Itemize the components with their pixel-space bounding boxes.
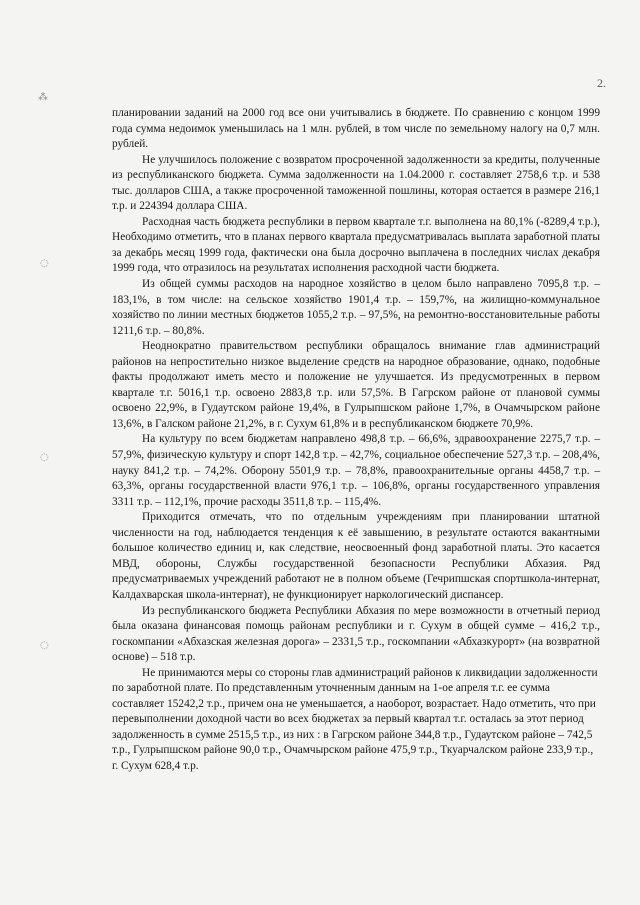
margin-mark: ◌ bbox=[40, 452, 49, 463]
margin-mark: ◌ bbox=[40, 258, 49, 269]
paragraph: На культуру по всем бюджетам направлено 498,8 т.р. – 66,6%, здравоохранение 2275,7 т.р. – 57,9%, физическую культуру и спорт 142,8 т.р. – 42,7%, социальное обеспечение 527,3 т.р. – 208,4%, науку 841,2 т.р. – 74,2%. Оборону 5501,9 т.р. – 78,8%, правоохранительные органы 4458,7 т.р. – 63,3%, органы государственной власти 976,1 т.р. – 106,8%, органы государственного управления 3311 т.р. – 112,1%, прочие расходы 3511,8 т.р. – 115,4%. bbox=[112, 433, 600, 508]
paragraph: планировании заданий на 2000 год все они учитывались в бюджете. По сравнению с концом 1999 года сумма недоимок уменьшилась на 1 млн. рублей, в том числе по земельному налогу на 0,7 млн. рублей. bbox=[112, 107, 600, 151]
paragraph: Не улучшилось положение с возвратом просроченной задолженности за кредиты, полученные из республиканского бюджета. Сумма задолженности на 1.04.2000 г. составляет 2758,6 т.р. и 538 тыс. долларов США, а также просроченной таможенной пошлины, которая остается в размере 216,1 т.р. и 224394 доллара США. bbox=[112, 153, 600, 213]
paragraph: Из общей суммы расходов на народное хозяйство в целом было направлено 7095,8 т.р. – 183,1%, в том числе: на сельское хозяйство 1901,4 т.р. – 159,7%, на жилищно-коммунальное хозяйство по линии местных бюджетов 1055,2 т.р. – 97,5%, на ремонтно-восстановительные работы 1211,6 т.р. – 80,8%. bbox=[112, 278, 600, 337]
margin-mark: ⁂ bbox=[38, 92, 48, 103]
margin-mark: ◌ bbox=[40, 640, 49, 651]
paragraph: Приходится отмечать, что по отдельным учреждениям при планировании штатной численности на год, наблюдается тенденция к её завышению, в результате остаются вакантными большое количество единиц и, как следствие, неосвоенный фонд заработной платы. Это касается МВД, обороны, Службы государственной безопасности Республики Абхазия. Ряд предусматриваемых учреждений работают не в полном объеме (Гечрипшская спортшкола-интернат, Калдахварская школа-интернат), не функционирует наркологический диспансер. bbox=[112, 511, 600, 601]
paragraph: Не принимаются меры со стороны глав администраций районов к ликвидации задолженности по заработной плате. По представленным уточненным данным на 1-ое апреля т.г. ее сумма составляет 15242,2 т.р., причем она не уменьшается, а наоборот, возрастает. Надо отметить, что при перевыполнении доходной части во всех бюджетах за первый квартал т.г. осталась за этот период задолженность в сумме 2515,5 т.р., из них : в Гагрском районе 344,8 т.р., Гудаутском районе – 742,5 т.р., Гулрыпшском районе 90,0 т.р., Очамчырском районе 475,9 т.р., Ткуарчалском районе 233,9 т.р., г. Сухум 628,4 т.р. bbox=[112, 666, 598, 772]
paragraph: Из республиканского бюджета Республики Абхазия по мере возможности в отчетный период была оказана финансовая помощь районам республики и г. Сухум в общей сумме – 416,2 т.р., госкомпании «Абхазская железная дорога» – 2331,5 т.р., госкомпании «Абхазкурорт» (на возвратной основе) – 518 т.р. bbox=[112, 604, 600, 664]
page-number: 2. bbox=[597, 76, 606, 90]
paragraph: Расходная часть бюджета республики в первом квартале т.г. выполнена на 80,1% (-8289,4 т.р.), Необходимо отметить, что в планах первого квартала предусматривалась выплата заработной платы за декабрь месяц 1999 года, фактически она была досрочно выплачена в последних числах декабря 1999 года, что отразилось на результатах исполнения расходной части бюджета. bbox=[112, 215, 600, 275]
paragraph: Неоднократно правительством республики обращалось внимание глав администраций районов на непростительно низкое выделение средств на народное образование, однако, подобные факты продолжают иметь место и положение не улучшается. Из предусмотренных в первом квартале т.г. 5016,1 т.р. освоено 2883,8 т.р. или 57,5%. В Гагрском районе от плановой суммы освоено 22,9%, в Гудаутском районе 19,4%, в Гулрыпшском районе 1,7%, в Очамчырском районе 13,6%, в Галском районе 21,2%, в г. Сухум 61,8% и в республиканском бюджете 70,9%. bbox=[112, 340, 600, 430]
document-body bbox=[112, 106, 600, 775]
